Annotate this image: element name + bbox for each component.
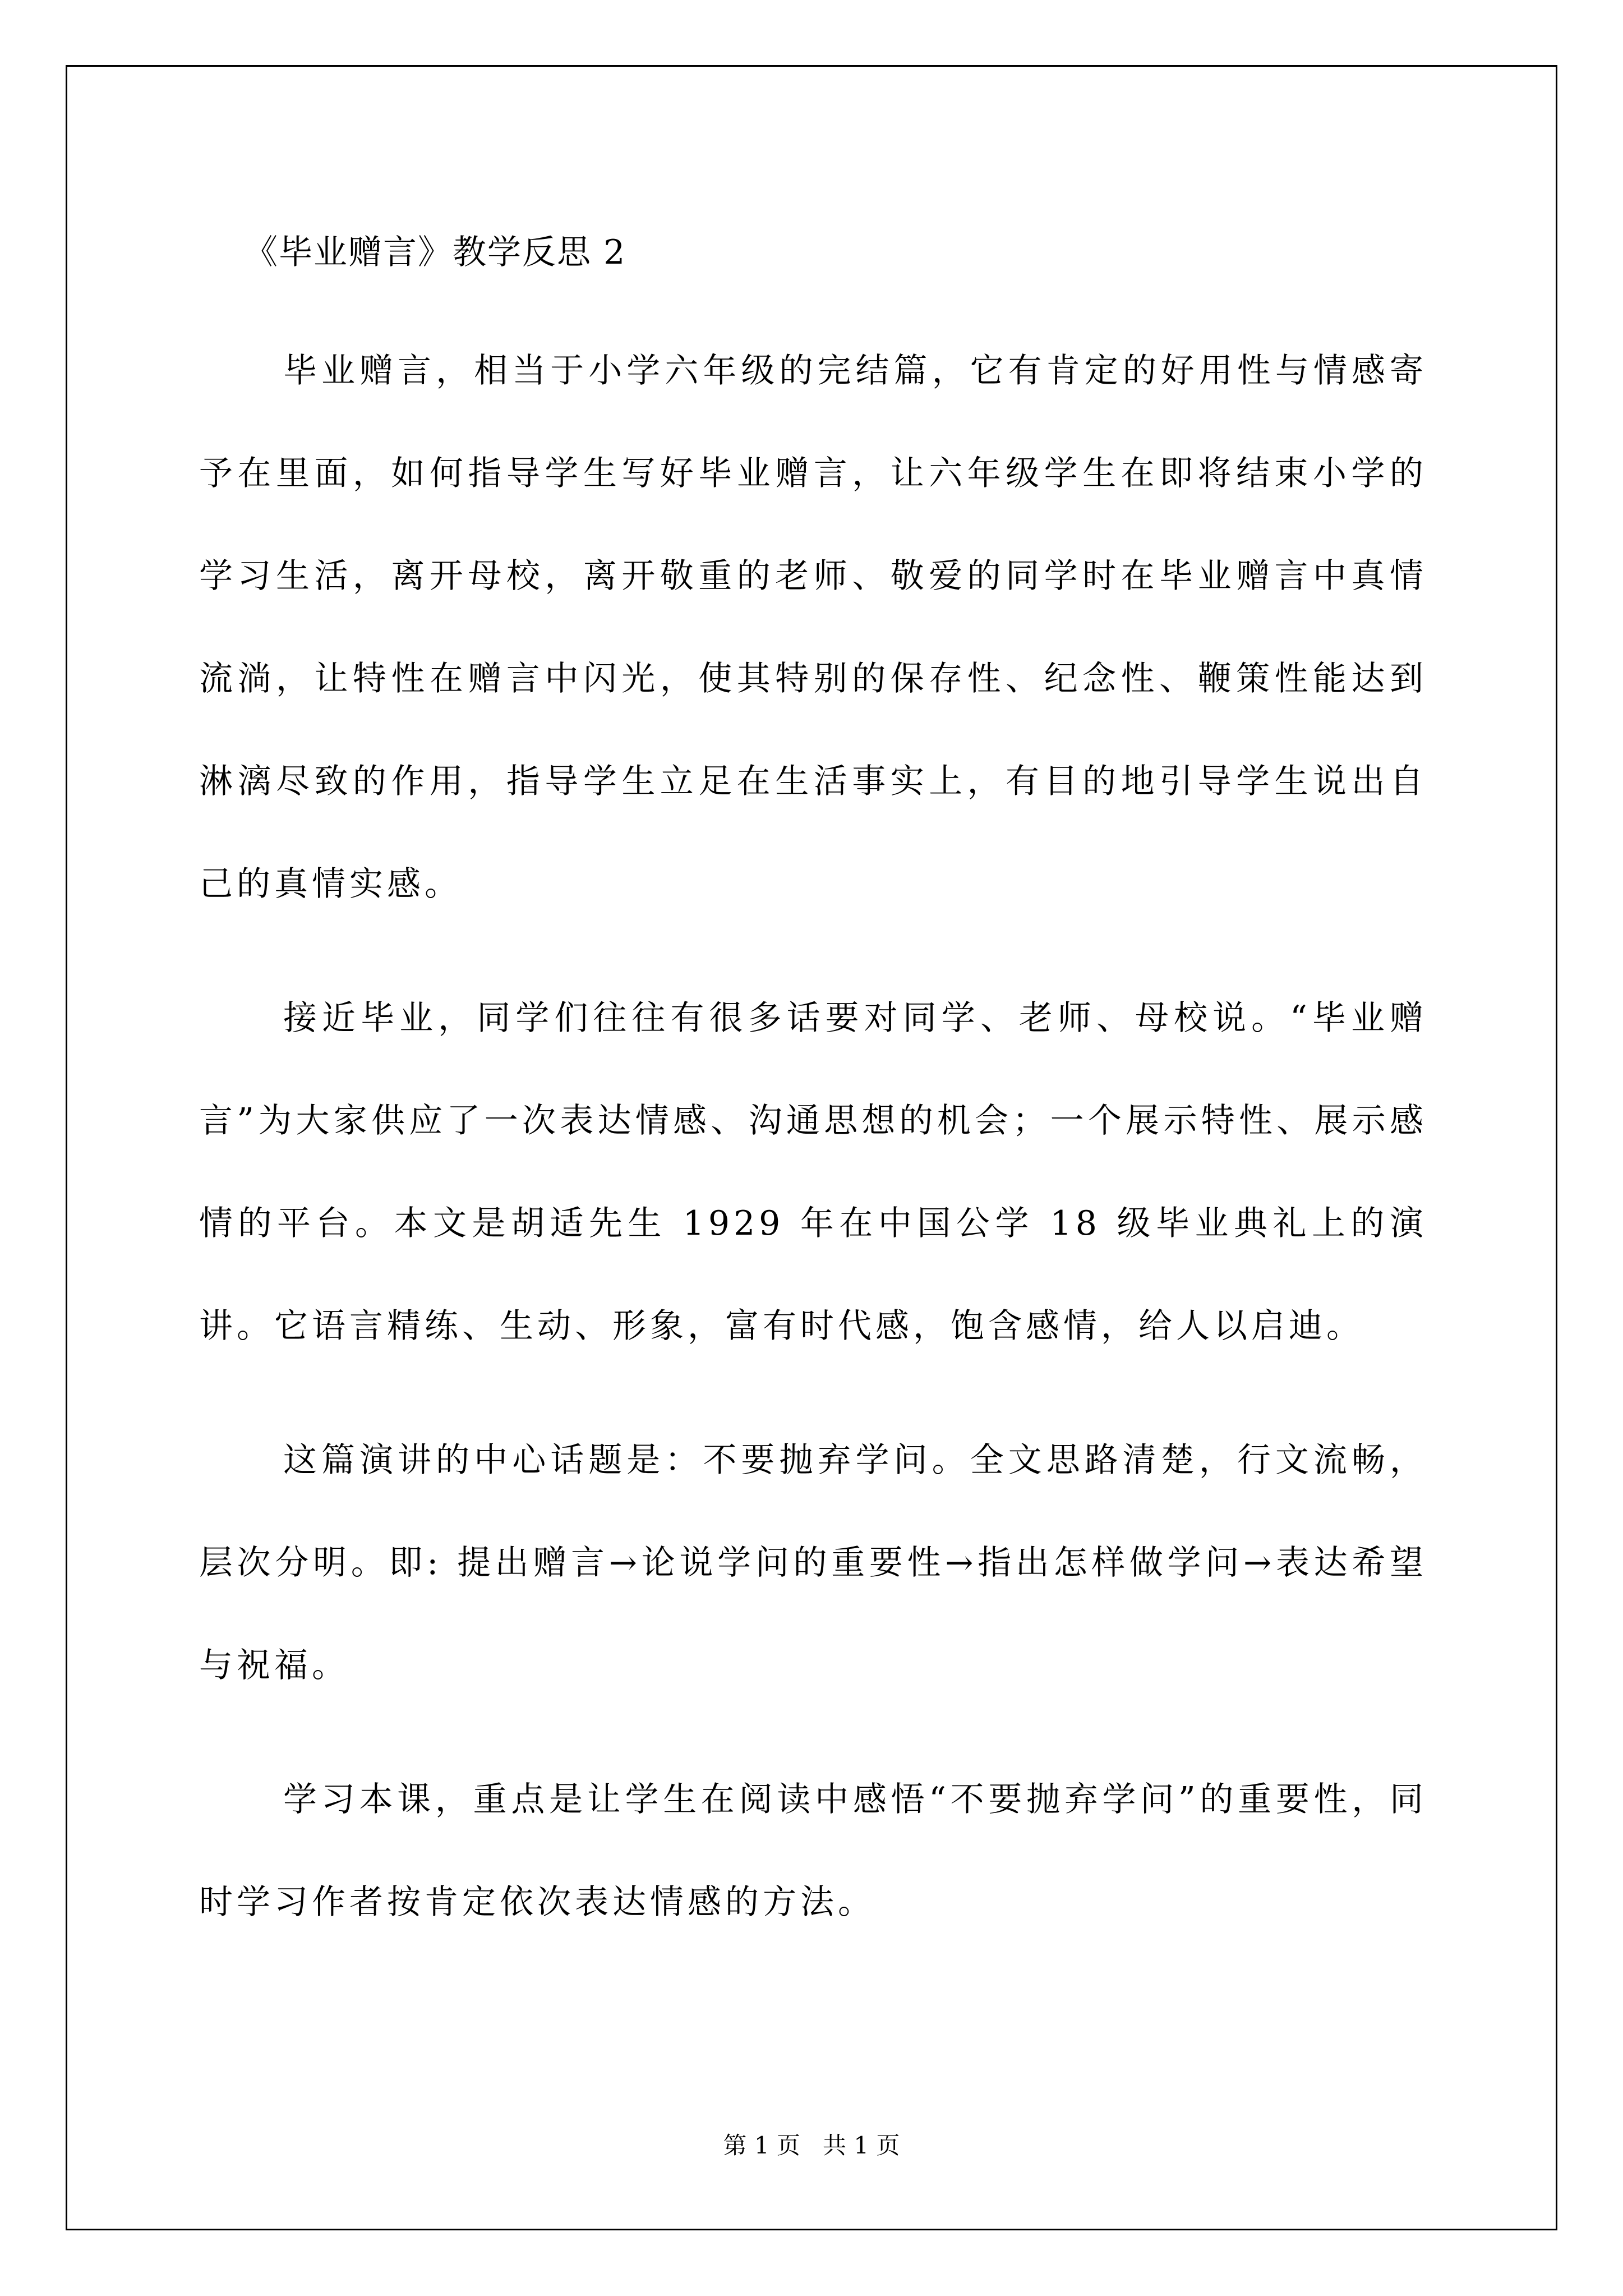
paragraph-1: 毕业赠言，相当于小学六年级的完结篇，它有肯定的好用性与情感寄予在里面，如何指导学生写好毕业赠言，让六年级学生在即将结束小学的学习生活，离开母校，离开敬重的老师、敬爱的同学时在毕业赠言中真情流淌，让特性在赠言中闪光，使其特别的保存性、纪念性、鞭策性能达到淋漓尽致的作用，指导学生立足在生活事实上，有目的地引导学生说出自己的真情实感。 [199, 351, 1427, 904]
page-footer: 第 1 页 共 1 页 [723, 2132, 900, 2159]
paragraph-3: 这篇演讲的中心话题是：不要抛弃学问。全文思路清楚，行文流畅，层次分明。即: 提出赠言→论说学问的重要性→指出怎样做学问→表达希望与祝福。 [199, 1441, 1427, 1685]
paragraph-2: 接近毕业，同学们往往有很多话要对同学、老师、母校说。“毕业赠言”为大家供应了一次表达情感、沟通思想的机会；一个展示特性、展示感情的平台。本文是胡适先生 1929 年在中国公学 18 级毕业典礼上的演讲。它语言精练、生动、形象，富有时代感，饱含感情，给人以启迪。 [199, 999, 1427, 1346]
paragraph-4: 学习本课，重点是让学生在阅读中感悟“不要抛弃学问”的重要性，同时学习作者按肯定依次表达情感的方法。 [199, 1780, 1427, 1922]
document-title: 《毕业赠言》教学反思 2 [244, 233, 626, 272]
document-body [199, 213, 1427, 1954]
